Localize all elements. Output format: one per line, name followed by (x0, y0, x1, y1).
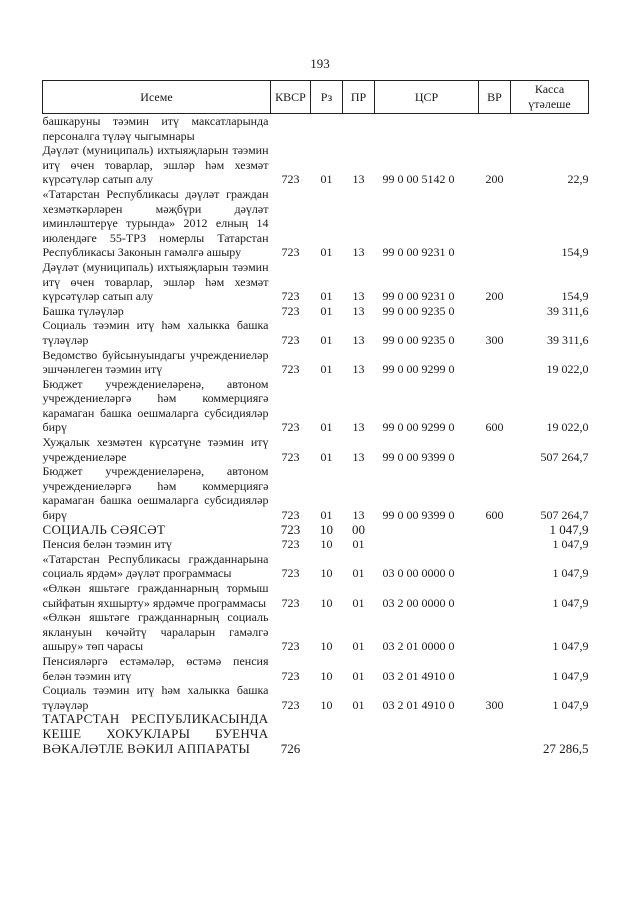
row-name: Дәүләт (муниципаль) ихтыяҗларын тәэмин итү өчен товарлар, эшләр һәм хезмәт күрсәтүләр сатып алу (42, 259, 269, 304)
row-csr: 99 0 00 9399 0 (382, 449, 455, 464)
row-pr: 13 (352, 245, 365, 260)
row-amount: 507 264,7 (540, 508, 589, 523)
row-csr (375, 537, 479, 552)
row-kvsr: 723 (281, 289, 300, 304)
row-amount: 1 047,9 (552, 639, 589, 654)
header-kvsr: КВСР (271, 81, 311, 114)
row-csr: 03 2 01 0000 0 (382, 639, 455, 654)
row-amount: 507 264,7 (540, 449, 589, 464)
table-row (43, 523, 589, 538)
row-csr: 99 0 00 9299 0 (382, 420, 455, 435)
row-pr: 01 (352, 566, 365, 581)
row-pr: 01 (352, 697, 365, 712)
row-csr: 99 0 00 5142 0 (382, 172, 455, 187)
table-row (43, 683, 589, 712)
row-kvsr: 723 (281, 420, 300, 435)
row-pr (343, 114, 375, 144)
row-pr: 13 (352, 508, 365, 523)
table-row (43, 610, 589, 654)
row-kvsr: 723 (281, 508, 300, 523)
row-name: ТАТАРСТАН РЕСПУБЛИКАСЫНДА КЕШЕ ХОКУКЛАРЫ БУЕНЧА ВӘКАЛӘТЛЕ ВӘКИЛ АППАРАТЫ (42, 711, 269, 756)
row-kvsr: 723 (281, 172, 300, 187)
row-name: «Өлкән яшьтәге гражданнарның социаль яклануын көчәйтү чараларын гамәлгә ашыру» төп чарасы (42, 610, 269, 654)
row-kvsr: 726 (280, 740, 301, 756)
row-vr: 200 (485, 172, 504, 187)
header-vr: ВР (479, 81, 511, 114)
row-vr (479, 712, 511, 756)
row-vr: 300 (485, 332, 504, 347)
row-rz: 10 (320, 668, 333, 683)
row-pr: 01 (352, 537, 365, 552)
row-vr (479, 435, 511, 464)
row-pr: 13 (352, 449, 365, 464)
row-kvsr: 723 (281, 668, 300, 683)
row-pr: 13 (352, 289, 365, 304)
row-rz: 01 (320, 420, 333, 435)
table-row (43, 143, 589, 187)
row-csr (375, 712, 479, 756)
header-name: Исеме (43, 81, 271, 114)
table-row (43, 318, 589, 347)
row-amount: 22,9 (567, 172, 589, 187)
row-vr: 600 (485, 508, 504, 523)
row-name: Ведомство буйсынуындагы учреждениеләр эшчәнлеген тәэмин итү (42, 347, 269, 377)
row-kvsr: 723 (281, 537, 300, 552)
row-name: Хуҗалык хезмәтен күрсәтүне тәэмин итү учреждениеләре (42, 435, 269, 464)
row-kvsr: 723 (281, 332, 300, 347)
row-amount: 39 311,6 (546, 303, 589, 318)
header-pr: ПР (343, 81, 375, 114)
row-rz: 01 (320, 332, 333, 347)
row-name: Башка түләүләр (42, 303, 124, 318)
row-pr: 13 (352, 303, 365, 318)
row-csr: 03 2 01 4910 0 (382, 668, 455, 683)
table-row (43, 581, 589, 610)
row-rz: 10 (320, 521, 333, 537)
row-kvsr: 723 (281, 639, 300, 654)
row-pr (343, 712, 375, 756)
row-name: Бюджет учреждениеләренә, автоном учреждениеләргә һәм коммерциягә карамаган башка оешмаларга субсидияләр бирү (42, 464, 269, 523)
table-row (43, 712, 589, 756)
row-name: Бюджет учреждениеләренә, автоном учреждениеләргә һәм коммерциягә карамаган башка оешмаларга субсидияләр бирү (42, 376, 269, 435)
row-vr: 300 (485, 697, 504, 712)
row-kvsr: 723 (281, 449, 300, 464)
row-name: Социаль тәэмин итү һәм халыкка башка түләүләр (42, 318, 269, 347)
row-rz: 10 (320, 537, 333, 552)
row-name: Социаль тәэмин итү һәм халыкка башка түләүләр (42, 683, 269, 712)
row-csr (375, 523, 479, 538)
row-name: Пенсияләргә естәмәләр, өстәмә пенсия белән тәэмин итү (42, 653, 269, 683)
row-amount: 39 311,6 (546, 332, 589, 347)
row-amount: 1 047,9 (552, 595, 589, 610)
header-csr: ЦСР (375, 81, 479, 114)
row-rz: 01 (320, 172, 333, 187)
row-csr: 99 0 00 9235 0 (382, 332, 455, 347)
row-amount: 1 047,9 (552, 668, 589, 683)
row-csr: 03 0 00 0000 0 (382, 566, 455, 581)
row-csr: 99 0 00 9299 0 (382, 362, 455, 377)
row-pr: 13 (352, 172, 365, 187)
row-rz: 10 (320, 697, 333, 712)
budget-table (42, 80, 589, 756)
row-vr: 600 (485, 420, 504, 435)
row-csr: 99 0 00 9235 0 (382, 303, 455, 318)
row-vr (479, 537, 511, 552)
row-rz: 10 (320, 639, 333, 654)
row-vr (479, 654, 511, 683)
table-row (43, 304, 589, 319)
row-vr (479, 610, 511, 654)
row-pr: 13 (352, 420, 365, 435)
row-csr: 99 0 00 9231 0 (382, 289, 455, 304)
row-kvsr: 723 (281, 697, 300, 712)
row-rz: 01 (320, 508, 333, 523)
table-body (43, 114, 589, 757)
header-kassa: Касса үтәлеше (511, 81, 589, 114)
row-amount: 27 286,5 (543, 740, 589, 756)
row-rz: 01 (320, 362, 333, 377)
row-rz: 10 (320, 566, 333, 581)
row-amount: 1 047,9 (552, 697, 589, 712)
row-pr: 00 (352, 521, 365, 537)
table-row (43, 187, 589, 260)
row-vr (479, 552, 511, 581)
row-vr (479, 348, 511, 377)
row-rz (311, 712, 343, 756)
row-vr (479, 187, 511, 260)
row-kvsr: 723 (281, 566, 300, 581)
row-name: Пенсия белән тәэмин итү (42, 537, 172, 552)
row-kvsr (271, 114, 311, 144)
row-amount: 19 022,0 (546, 420, 589, 435)
row-vr (479, 304, 511, 319)
table-row (43, 552, 589, 581)
row-kvsr: 723 (281, 362, 300, 377)
row-vr (479, 581, 511, 610)
row-pr: 01 (352, 595, 365, 610)
row-name: СОЦИАЛЬ СӘЯСӘТ (42, 521, 166, 537)
page-number: 193 (310, 56, 330, 71)
table-row (43, 464, 589, 522)
row-rz: 01 (320, 449, 333, 464)
table-row (43, 260, 589, 304)
row-pr: 13 (352, 332, 365, 347)
row-name: Дәүләт (муниципаль) ихтыяҗларын тәэмин итү өчен товарлар, эшләр һәм хезмәт күрсәтүләр сатып алу (42, 143, 269, 187)
row-name: «Татарстан Республикасы дәүләт граждан хезмәткәрләрен мәҗбүри дәүләт иминләштерүе турында» 2012 елның 14 июлендәге 55-ТРЗ номерлы Татарстан Республикасы Законын гамәлгә ашыру (42, 186, 269, 260)
row-amount: 154,9 (561, 289, 589, 304)
row-kvsr: 723 (281, 595, 300, 610)
table-row (43, 654, 589, 683)
row-amount: 19 022,0 (546, 362, 589, 377)
row-pr: 01 (352, 639, 365, 654)
row-rz: 01 (320, 289, 333, 304)
row-csr: 03 2 01 4910 0 (382, 697, 455, 712)
row-kvsr: 723 (281, 303, 300, 318)
row-kvsr: 723 (281, 245, 300, 260)
table-row (43, 114, 589, 144)
row-rz (311, 114, 343, 144)
row-amount: 1 047,9 (549, 521, 589, 537)
row-csr: 99 0 00 9399 0 (382, 508, 455, 523)
table-row (43, 377, 589, 435)
row-amount (511, 114, 589, 144)
row-amount: 154,9 (561, 245, 589, 260)
table-row (43, 348, 589, 377)
row-csr: 99 0 00 9231 0 (382, 245, 455, 260)
row-rz: 01 (320, 303, 333, 318)
row-name: «Өлкән яшьтәге гражданнарның тормыш сыйфатын яхшырту» ярдәмче программасы (42, 581, 269, 610)
row-csr: 03 2 00 0000 0 (382, 595, 455, 610)
row-name: «Татарстан Республикасы гражданнарына социаль ярдәм» дәүләт программасы (42, 551, 269, 581)
table-row (43, 435, 589, 464)
row-pr: 01 (352, 668, 365, 683)
row-vr: 200 (485, 289, 504, 304)
row-rz: 01 (320, 245, 333, 260)
table-row (43, 537, 589, 552)
row-amount: 1 047,9 (552, 566, 589, 581)
row-pr: 13 (352, 362, 365, 377)
row-rz: 10 (320, 595, 333, 610)
row-amount: 1 047,9 (552, 537, 589, 552)
table-header (43, 81, 589, 114)
row-vr (479, 523, 511, 538)
row-kvsr: 723 (280, 521, 301, 537)
header-rz: Рз (311, 81, 343, 114)
row-csr (375, 114, 479, 144)
row-vr (479, 114, 511, 144)
row-name: башкаруны тәэмин итү максатларында персоналга түләү чыгымнары (42, 114, 269, 143)
